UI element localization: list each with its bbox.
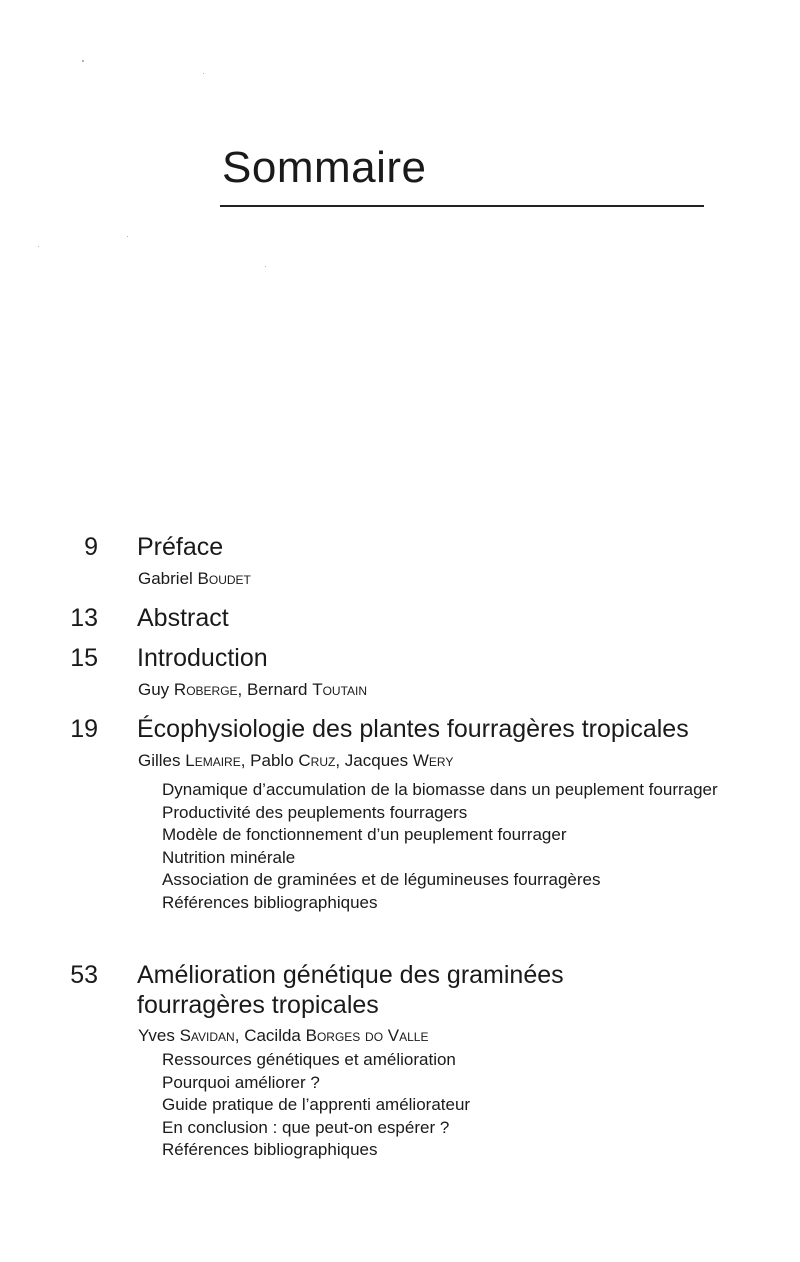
section-item[interactable]: Pourquoi améliorer ? xyxy=(162,1072,320,1092)
entry-title: Écophysiologie des plantes fourragères tropicales xyxy=(137,715,689,743)
section-list xyxy=(162,1049,722,1162)
author-first-name: Bernard xyxy=(247,680,308,699)
authors xyxy=(138,1025,738,1047)
author-last-name: Borges do Valle xyxy=(305,1026,429,1045)
author-last-name: Cruz xyxy=(298,751,336,770)
section-item[interactable]: Guide pratique de l’apprenti améliorateur xyxy=(162,1095,471,1114)
author-first-name: Yves xyxy=(138,1026,175,1045)
authors xyxy=(138,568,738,590)
author-last-name: Toutain xyxy=(312,680,368,699)
page-number: 9 xyxy=(84,533,98,561)
page-number: 13 xyxy=(70,604,98,632)
page-number: 53 xyxy=(70,961,98,989)
author-last-name: Savidan xyxy=(179,1026,235,1045)
entry-title: Préface xyxy=(137,533,224,561)
author-separator: , xyxy=(237,680,247,699)
title-rule xyxy=(220,205,704,207)
section-item[interactable]: Références bibliographiques xyxy=(162,1140,378,1159)
scan-speck xyxy=(203,73,204,74)
section-item[interactable]: Modèle de fonctionnement d’un peuplement fourrager xyxy=(162,825,567,844)
page-number: 15 xyxy=(70,644,98,672)
scan-speck xyxy=(38,246,39,247)
entry-title: Introduction xyxy=(137,644,268,672)
author-last-name: Roberge xyxy=(173,680,238,699)
author-separator: , xyxy=(240,751,251,770)
author-first-name: Cacilda xyxy=(244,1026,301,1045)
scan-speck xyxy=(82,60,84,62)
author-last-name: Wery xyxy=(412,751,454,770)
entry-title: Abstract xyxy=(137,604,229,632)
entry-title: Amélioration génétique des graminées fourragères tropicales xyxy=(137,961,564,1019)
scan-speck xyxy=(127,236,128,237)
scan-speck xyxy=(265,266,266,267)
authors xyxy=(138,750,738,772)
section-item[interactable]: Ressources génétiques et amélioration xyxy=(162,1050,456,1069)
author-last-name: Boudet xyxy=(197,569,251,588)
author-separator: , xyxy=(335,751,345,770)
section-item[interactable]: En conclusion : que peut-on espérer ? xyxy=(162,1117,450,1137)
section-item[interactable]: Dynamique d’accumulation de la biomasse dans un peuplement fourrager xyxy=(162,780,718,799)
section-item[interactable]: Association de graminées et de légumineuses fourragères xyxy=(162,870,601,889)
author-separator: , xyxy=(234,1026,245,1045)
author-first-name: Gabriel xyxy=(138,569,193,588)
section-item[interactable]: Références bibliographiques xyxy=(162,892,378,912)
page-title: Sommaire xyxy=(222,143,427,192)
section-item[interactable]: Nutrition minérale xyxy=(162,847,296,867)
section-list xyxy=(162,779,722,914)
author-first-name: Pablo xyxy=(250,751,294,770)
section-item[interactable]: Productivité des peuplements fourragers xyxy=(162,802,468,822)
page-number: 19 xyxy=(70,715,98,743)
author-last-name: Lemaire xyxy=(185,751,241,770)
author-first-name: Gilles xyxy=(138,751,181,770)
authors xyxy=(138,679,738,701)
author-first-name: Jacques xyxy=(344,751,409,770)
author-first-name: Guy xyxy=(138,680,170,699)
